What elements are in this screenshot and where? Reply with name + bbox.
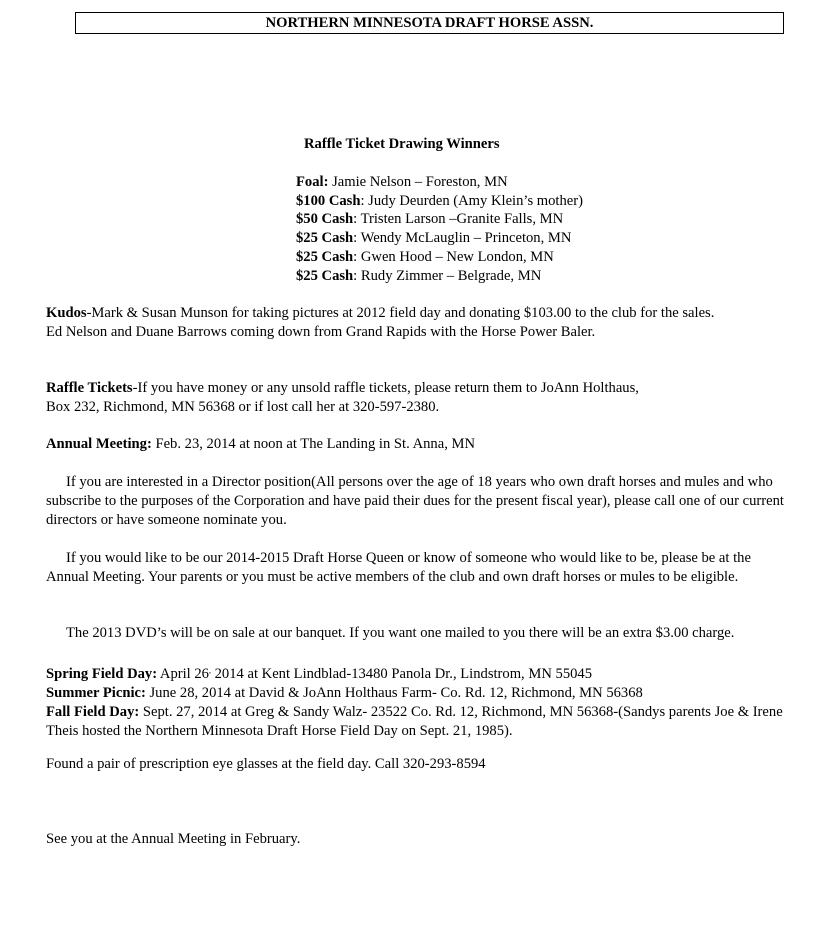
closing-paragraph: See you at the Annual Meeting in February.	[46, 831, 301, 847]
event-text: June 28, 2014 at David & JoAnn Holthaus Farm- Co. Rd. 12, Richmond, MN 56368	[145, 685, 643, 701]
prize-label: $25 Cash	[296, 248, 354, 265]
winner-item	[296, 267, 583, 286]
event-item	[46, 684, 786, 703]
prize-label: $50 Cash	[296, 211, 354, 228]
prize-label: $25 Cash	[296, 230, 354, 247]
winner-text: : Gwen Hood – New London, MN	[353, 248, 554, 265]
kudos-text-2: Ed Nelson and Duane Barrows coming down from Grand Rapids with the Horse Power Baler.	[46, 324, 596, 340]
winner-text: : Wendy McLauglin – Princeton, MN	[353, 230, 572, 247]
winner-text: Jamie Nelson – Foreston, MN	[328, 174, 508, 190]
raffle-tickets-text: -If you have money or any unsold raffle tickets, please return them to JoAnn Holthaus,	[132, 380, 639, 396]
newsletter-title: NORTHERN MINNESOTA DRAFT HORSE ASSN.	[75, 12, 784, 34]
event-item	[46, 661, 786, 684]
winner-text: : Tristen Larson –Granite Falls, MN	[353, 211, 564, 228]
raffle-tickets-label: Raffle Tickets	[46, 380, 133, 396]
raffle-tickets-text-2: Box 232, Richmond, MN 56368 or if lost call her at 320-597-2380.	[46, 399, 440, 415]
event-text: April 26	[157, 666, 209, 682]
winner-item	[296, 248, 583, 267]
raffle-heading: Raffle Ticket Drawing Winners	[304, 136, 500, 152]
annual-meeting-label: Annual Meeting:	[46, 436, 152, 452]
event-label: Fall Field Day:	[46, 704, 140, 720]
winner-item	[296, 229, 583, 248]
kudos-text: -Mark & Susan Munson for taking pictures at 2012 field day and donating $103.00 to the club for the sales.	[86, 305, 715, 321]
winner-text: : Judy Deurden (Amy Klein’s mother)	[360, 192, 583, 209]
event-label: Spring Field Day:	[46, 666, 158, 682]
winners-list	[296, 173, 583, 285]
prize-label: $25 Cash	[296, 267, 354, 284]
events-list	[46, 661, 786, 741]
queen-paragraph: If you would like to be our 2014-2015 Draft Horse Queen or know of someone who would like to be, please be at the Annual Meeting. Your parents or you must be active members of the club and own draft horses or mules to be eligible.	[46, 550, 751, 585]
dvd-paragraph: The 2013 DVD’s will be on sale at our banquet. If you want one mailed to you there will be an extra $3.00 charge.	[66, 625, 735, 641]
winner-item	[296, 192, 583, 211]
prize-label: Foal:	[296, 174, 329, 190]
event-item	[46, 703, 786, 741]
kudos-label: Kudos	[46, 305, 87, 321]
winner-item	[296, 173, 583, 192]
director-paragraph: If you are interested in a Director position(All persons over the age of 18 years who own draft horses and mules and who subscribe to the purposes of the Corporation and have paid their dues for the present fiscal year), please call one of our current directors or have someone nominate you.	[46, 474, 784, 528]
found-glasses-paragraph: Found a pair of prescription eye glasses at the field day. Call 320-293-8594	[46, 756, 486, 772]
event-text: Sept. 27, 2014 at Greg & Sandy Walz- 23522 Co. Rd. 12, Richmond, MN 56368-(Sandys parents Joe & Irene Theis hosted the Northern Minnesota Draft Horse Field Day on Sept. 21, 1985).	[46, 704, 783, 739]
winner-item	[296, 210, 583, 229]
prize-label: $100 Cash	[296, 192, 361, 209]
event-label: Summer Picnic:	[46, 685, 146, 701]
raffle-tickets-paragraph	[46, 379, 786, 417]
annual-meeting-text: Feb. 23, 2014 at noon at The Landing in St. Anna, MN	[151, 436, 476, 452]
kudos-paragraph	[46, 304, 786, 342]
winner-text: : Rudy Zimmer – Belgrade, MN	[353, 267, 542, 284]
annual-meeting-paragraph	[46, 435, 786, 454]
event-text-2: 2014 at Kent Lindblad-13480 Panola Dr., Lindstrom, MN 55045	[210, 666, 593, 682]
event-tick: ,	[208, 666, 211, 675]
